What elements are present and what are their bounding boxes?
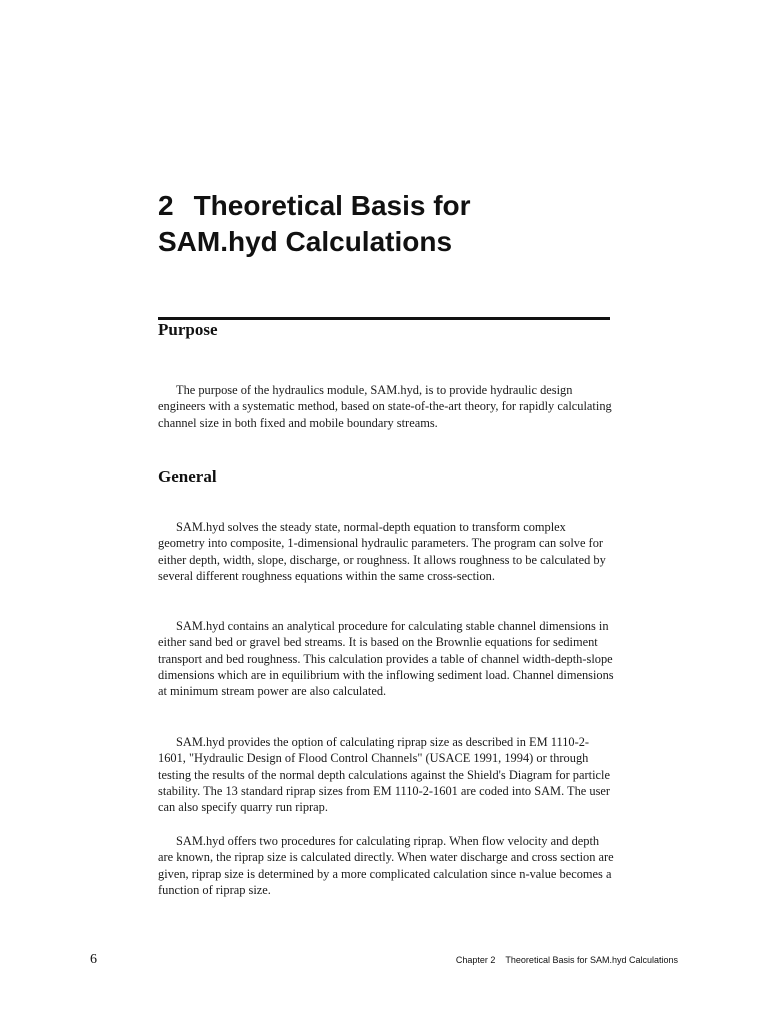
general-paragraph-2: SAM.hyd contains an analytical procedure for calculating stable channel dimensions in either sand bed or gravel bed streams. It is based on the Brownlie equations for sediment transport and bed roughness. This calculation provides a table of channel width-depth-slope dimensions which are in equilibrium with the inflowing sediment load. Channel dimensions at minimum stream power are also calculated. [158,619,614,699]
general-paragraph-4: SAM.hyd offers two procedures for calculating riprap. When flow velocity and depth are known, the riprap size is calculated directly. When water discharge and cross section are given, riprap size is determined by a more complicated calculation since n-value becomes a function of riprap size. [158,834,614,897]
general-paragraph-1: SAM.hyd solves the steady state, normal-depth equation to transform complex geometry into composite, 1-dimensional hydraulic parameters. The program can solve for either depth, width, slope, discharge, or roughness. It allows roughness to be calculated by several different roughness equations within the same cross-section. [158,520,606,583]
general-paragraph-3: SAM.hyd provides the option of calculating riprap size as described in EM 1110-2-1601, "Hydraulic Design of Flood Control Channels" (USACE 1991, 1994) or through testing the results of the normal depth calculations against the Shield's Diagram for particle stability. The 13 standard riprap sizes from EM 1110-2-1601 are coded into SAM. The user can also specify quarry run riprap. [158,735,611,815]
chapter-title [158,188,618,260]
chapter-title-line-2: SAM.hyd Calculations [158,226,453,257]
section-divider [158,317,610,320]
footer-chapter-title: Theoretical Basis for SAM.hyd Calculations [505,955,678,965]
chapter-number: 2 [158,190,174,221]
chapter-title-text-1: Theoretical Basis for [193,190,471,221]
purpose-heading: Purpose [158,320,218,339]
general-heading: General [158,467,217,486]
page-number: 6 [90,952,97,967]
running-footer [456,955,678,965]
footer-chapter-label: Chapter 2 [455,955,496,965]
chapter-title-line-1 [158,188,618,224]
purpose-paragraph: The purpose of the hydraulics module, SAM.hyd, is to provide hydraulic design engineers with a systematic method, based on state-of-the-art theory, for rapidly calculating channel size in both fixed and mobile boundary streams. [158,383,612,430]
